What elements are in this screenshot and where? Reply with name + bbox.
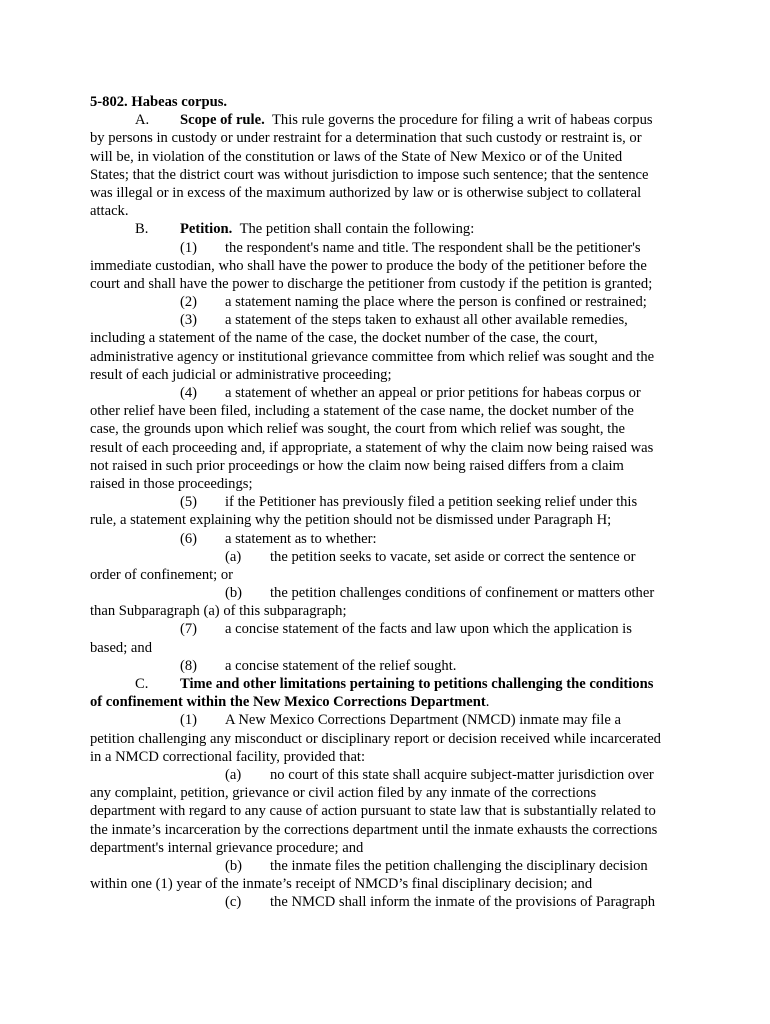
item-text: raised in those proceedings; — [90, 475, 253, 492]
subitem-text: than Subparagraph (a) of this subparagraph; — [90, 603, 347, 620]
item-text: a concise statement of the relief sought. — [225, 657, 457, 674]
list-item — [90, 530, 686, 548]
section-c-first-line — [90, 675, 686, 693]
item-number: (3) — [180, 312, 198, 329]
item-text: result of each proceeding and, if appropriate, a statement of why the claim now being raised was — [90, 439, 654, 456]
subitem-text: the inmate files the petition challenging the disciplinary decision — [270, 857, 648, 874]
item-text: petition challenging any misconduct or disciplinary report or decision received while incarcerated — [90, 730, 661, 747]
section-c-title: Time and other limitations pertaining to petitions challenging the conditions — [180, 676, 654, 692]
subitem-text: the inmate’s incarceration by the corrections department until the inmate exhausts the corrections — [90, 821, 658, 838]
subitem-text: within one (1) year of the inmate’s receipt of NMCD’s final disciplinary decision; and — [90, 876, 593, 893]
item-text: result of each judicial or administrative proceeding; — [90, 366, 392, 383]
item-text: other relief have been filed, including a statement of the case name, the docket number of the — [90, 403, 634, 420]
item-text: a statement of whether an appeal or prior petitions for habeas corpus or — [225, 385, 641, 401]
sub-list-item — [90, 584, 686, 602]
item-number: (1) — [180, 712, 198, 729]
item-text: a statement naming the place where the person is confined or restrained; — [225, 294, 647, 311]
section-c-marker: C. — [135, 676, 149, 692]
subitem-text: no court of this state shall acquire subject-matter jurisdiction over — [270, 766, 654, 783]
list-item — [90, 493, 686, 511]
item-text: a statement of the steps taken to exhaust all other available remedies, — [225, 312, 628, 329]
item-number: (5) — [180, 494, 198, 511]
subitem-text: the NMCD shall inform the inmate of the provisions of Paragraph — [270, 894, 656, 911]
subitem-letter: (c) — [225, 894, 242, 911]
section-a-text: attack. — [90, 203, 129, 220]
subitem-text: department's internal grievance procedure; and — [90, 839, 364, 856]
section-a-text: was illegal or in excess of the maximum authorized by law or is otherwise subject to collateral — [90, 184, 642, 201]
subitem-text: order of confinement; or — [90, 566, 234, 583]
list-item — [90, 657, 686, 675]
section-a — [90, 111, 686, 220]
item-text: case, the grounds upon which relief was sought, the court from which relief was sought, the — [90, 421, 625, 438]
section-c-title-cont — [90, 693, 686, 711]
item-text: immediate custodian, who shall have the power to produce the body of the petitioner before the — [90, 257, 647, 274]
item-text: based; and — [90, 639, 153, 656]
section-b — [90, 220, 686, 675]
item-text: A New Mexico Corrections Department (NMCD) inmate may file a — [225, 712, 621, 729]
item-number: (4) — [180, 385, 198, 401]
list-item — [90, 620, 686, 638]
list-item — [90, 293, 686, 311]
subitem-text: department with regard to any cause of action pursuant to state law that is substantially related to — [90, 803, 656, 820]
section-a-text: This rule governs the procedure for filing a writ of habeas corpus — [272, 112, 653, 129]
item-number: (1) — [180, 239, 198, 256]
subitem-letter: (b) — [225, 585, 243, 602]
section-c-title-end: . — [485, 694, 490, 711]
list-item — [90, 311, 686, 329]
item-text: a statement as to whether: — [225, 530, 377, 547]
section-a-text: will be, in violation of the constitution or laws of the State of New Mexico or of the United — [90, 148, 623, 165]
item-text: court and shall have the power to discharge the petitioner from custody if the petition is granted; — [90, 275, 653, 292]
list-item — [90, 239, 686, 257]
sub-list-item — [90, 548, 686, 566]
section-a-text: by persons in custody or under restraint for a determination that such custody or restraint is, or — [90, 130, 642, 147]
item-text: a concise statement of the facts and law upon which the application is — [225, 621, 632, 638]
item-text: if the Petitioner has previously filed a petition seeking relief under this — [225, 494, 638, 511]
subitem-text: the petition challenges conditions of confinement or matters other — [270, 585, 655, 602]
section-a-first-line — [90, 111, 686, 129]
item-text: administrative agency or institutional grievance committee from which relief was sought and the — [90, 348, 655, 365]
item-text: in a NMCD correctional facility, provided that: — [90, 748, 366, 765]
section-a-title: Scope of rule. — [180, 112, 265, 129]
sub-list-item — [90, 893, 686, 911]
section-b-first-line — [90, 220, 686, 238]
subitem-text: any complaint, petition, grievance or civil action filed by any inmate of the corrections — [90, 785, 597, 802]
section-c — [90, 675, 686, 911]
subitem-letter: (b) — [225, 857, 243, 874]
sub-list-item — [90, 766, 686, 784]
document-page — [90, 93, 686, 911]
section-c-title: of confinement within the New Mexico Corrections Department — [90, 694, 486, 711]
subitem-letter: (a) — [225, 548, 242, 565]
item-text: not raised in such prior proceedings or how the claim now being raised differs from a claim — [90, 457, 624, 474]
section-b-title: Petition. — [180, 221, 233, 238]
section-b-marker: B. — [135, 221, 149, 238]
section-b-intro: The petition shall contain the following: — [239, 221, 475, 238]
item-text: the respondent's name and title. The respondent shall be the petitioner's — [225, 239, 641, 256]
list-item — [90, 711, 686, 729]
section-a-marker: A. — [135, 112, 150, 129]
item-text: including a statement of the name of the case, the docket number of the case, the court, — [90, 330, 598, 347]
item-text: rule, a statement explaining why the petition should not be dismissed under Paragraph H; — [90, 512, 612, 529]
item-number: (2) — [180, 294, 198, 311]
sub-list-item — [90, 857, 686, 875]
list-item — [90, 384, 686, 402]
item-number: (7) — [180, 621, 198, 638]
item-number: (6) — [180, 530, 198, 547]
section-a-text: States; that the district court was without jurisdiction to impose such sentence; that the sentence — [90, 166, 649, 183]
subitem-letter: (a) — [225, 766, 242, 783]
subitem-text: the petition seeks to vacate, set aside or correct the sentence or — [270, 548, 636, 565]
item-number: (8) — [180, 657, 198, 674]
rule-heading: 5-802. Habeas corpus. — [90, 94, 228, 110]
